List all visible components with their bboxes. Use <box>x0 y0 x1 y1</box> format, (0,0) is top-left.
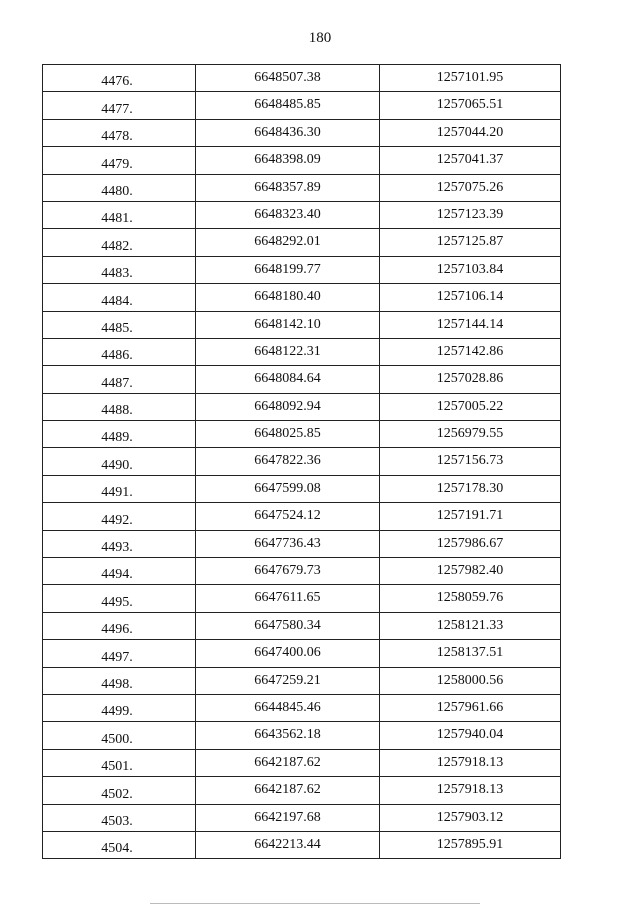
point-number-cell <box>43 749 196 776</box>
point-number: 4479. <box>101 156 133 172</box>
y-coordinate-cell: 1257918.13 <box>380 777 561 804</box>
table-row <box>43 777 561 804</box>
point-number-cell <box>43 92 196 119</box>
point-number-cell <box>43 338 196 365</box>
point-number: 4487. <box>101 375 133 391</box>
table-row <box>43 147 561 174</box>
table-row <box>43 503 561 530</box>
point-number-cell <box>43 612 196 639</box>
y-coordinate-cell: 1257144.14 <box>380 311 561 338</box>
y-coordinate-cell: 1257156.73 <box>380 448 561 475</box>
point-number: 4484. <box>101 293 133 309</box>
table-row <box>43 640 561 667</box>
point-number: 4476. <box>101 74 133 90</box>
y-coordinate-cell: 1257065.51 <box>380 92 561 119</box>
x-coordinate-cell: 6648142.10 <box>196 311 380 338</box>
y-coordinate-cell: 1257028.86 <box>380 366 561 393</box>
table-row <box>43 174 561 201</box>
point-number: 4503. <box>101 813 133 829</box>
point-number-cell <box>43 722 196 749</box>
point-number-cell <box>43 475 196 502</box>
point-number-cell <box>43 256 196 283</box>
x-coordinate-cell: 6648180.40 <box>196 284 380 311</box>
y-coordinate-cell: 1257123.39 <box>380 201 561 228</box>
x-coordinate-cell: 6647599.08 <box>196 475 380 502</box>
point-number: 4500. <box>101 731 133 747</box>
point-number: 4501. <box>101 759 133 775</box>
page-number: 180 <box>308 30 332 46</box>
point-number: 4478. <box>101 129 133 145</box>
point-number-cell <box>43 311 196 338</box>
y-coordinate-cell: 1256979.55 <box>380 421 561 448</box>
y-coordinate-cell: 1257101.95 <box>380 65 561 92</box>
x-coordinate-cell: 6642187.62 <box>196 749 380 776</box>
point-number-cell <box>43 366 196 393</box>
x-coordinate-cell: 6647611.65 <box>196 585 380 612</box>
point-number-cell <box>43 448 196 475</box>
x-coordinate-cell: 6647822.36 <box>196 448 380 475</box>
x-coordinate-cell: 6647400.06 <box>196 640 380 667</box>
x-coordinate-cell: 6643562.18 <box>196 722 380 749</box>
table-row <box>43 421 561 448</box>
y-coordinate-cell: 1257903.12 <box>380 804 561 831</box>
point-number: 4488. <box>101 403 133 419</box>
x-coordinate-cell: 6648122.31 <box>196 338 380 365</box>
point-number: 4497. <box>101 649 133 665</box>
point-number: 4502. <box>101 786 133 802</box>
x-coordinate-cell: 6647580.34 <box>196 612 380 639</box>
table-row <box>43 831 561 858</box>
point-number-cell <box>43 119 196 146</box>
point-number: 4504. <box>101 841 133 857</box>
y-coordinate-cell: 1257940.04 <box>380 722 561 749</box>
point-number: 4496. <box>101 622 133 638</box>
table-row <box>43 366 561 393</box>
point-number: 4482. <box>101 238 133 254</box>
point-number: 4486. <box>101 348 133 364</box>
table-row <box>43 749 561 776</box>
point-number: 4491. <box>101 485 133 501</box>
table-row <box>43 475 561 502</box>
point-number-cell <box>43 147 196 174</box>
table-row <box>43 585 561 612</box>
y-coordinate-cell: 1258059.76 <box>380 585 561 612</box>
x-coordinate-cell: 6648292.01 <box>196 229 380 256</box>
point-number-cell <box>43 174 196 201</box>
y-coordinate-cell: 1257982.40 <box>380 558 561 585</box>
y-coordinate-cell: 1257075.26 <box>380 174 561 201</box>
y-coordinate-cell: 1257103.84 <box>380 256 561 283</box>
point-number-cell <box>43 831 196 858</box>
x-coordinate-cell: 6647259.21 <box>196 667 380 694</box>
point-number-cell <box>43 229 196 256</box>
x-coordinate-cell: 6647524.12 <box>196 503 380 530</box>
y-coordinate-cell: 1258121.33 <box>380 612 561 639</box>
table-row <box>43 558 561 585</box>
x-coordinate-cell: 6648398.09 <box>196 147 380 174</box>
y-coordinate-cell: 1257191.71 <box>380 503 561 530</box>
table-row <box>43 448 561 475</box>
coordinates-table <box>42 64 561 859</box>
point-number: 4494. <box>101 567 133 583</box>
table-row <box>43 694 561 721</box>
y-coordinate-cell: 1257895.91 <box>380 831 561 858</box>
y-coordinate-cell: 1257125.87 <box>380 229 561 256</box>
point-number-cell <box>43 804 196 831</box>
x-coordinate-cell: 6647736.43 <box>196 530 380 557</box>
point-number-cell <box>43 284 196 311</box>
table-row <box>43 65 561 92</box>
x-coordinate-cell: 6648485.85 <box>196 92 380 119</box>
x-coordinate-cell: 6648357.89 <box>196 174 380 201</box>
table-row <box>43 393 561 420</box>
point-number: 4492. <box>101 512 133 528</box>
y-coordinate-cell: 1257178.30 <box>380 475 561 502</box>
point-number-cell <box>43 585 196 612</box>
y-coordinate-cell: 1257005.22 <box>380 393 561 420</box>
table-row <box>43 722 561 749</box>
y-coordinate-cell: 1257142.86 <box>380 338 561 365</box>
table-row <box>43 530 561 557</box>
table-row <box>43 338 561 365</box>
point-number-cell <box>43 65 196 92</box>
point-number-cell <box>43 777 196 804</box>
point-number: 4483. <box>101 266 133 282</box>
table-row <box>43 119 561 146</box>
y-coordinate-cell: 1257918.13 <box>380 749 561 776</box>
x-coordinate-cell: 6648199.77 <box>196 256 380 283</box>
point-number-cell <box>43 640 196 667</box>
point-number: 4495. <box>101 594 133 610</box>
point-number: 4480. <box>101 183 133 199</box>
table-row <box>43 201 561 228</box>
point-number-cell <box>43 558 196 585</box>
y-coordinate-cell: 1257044.20 <box>380 119 561 146</box>
point-number-cell <box>43 201 196 228</box>
point-number: 4499. <box>101 704 133 720</box>
point-number: 4493. <box>101 540 133 556</box>
x-coordinate-cell: 6648025.85 <box>196 421 380 448</box>
table-row <box>43 804 561 831</box>
y-coordinate-cell: 1257961.66 <box>380 694 561 721</box>
point-number-cell <box>43 393 196 420</box>
y-coordinate-cell: 1257986.67 <box>380 530 561 557</box>
point-number-cell <box>43 667 196 694</box>
x-coordinate-cell: 6647679.73 <box>196 558 380 585</box>
point-number-cell <box>43 694 196 721</box>
x-coordinate-cell: 6642197.68 <box>196 804 380 831</box>
y-coordinate-cell: 1258000.56 <box>380 667 561 694</box>
y-coordinate-cell: 1257041.37 <box>380 147 561 174</box>
table-row <box>43 311 561 338</box>
point-number: 4481. <box>101 211 133 227</box>
x-coordinate-cell: 6648436.30 <box>196 119 380 146</box>
x-coordinate-cell: 6648084.64 <box>196 366 380 393</box>
coordinates-table-body <box>43 65 561 859</box>
point-number-cell <box>43 421 196 448</box>
point-number: 4477. <box>101 101 133 117</box>
point-number: 4490. <box>101 457 133 473</box>
x-coordinate-cell: 6644845.46 <box>196 694 380 721</box>
point-number: 4485. <box>101 320 133 336</box>
x-coordinate-cell: 6648323.40 <box>196 201 380 228</box>
point-number: 4498. <box>101 676 133 692</box>
table-row <box>43 612 561 639</box>
x-coordinate-cell: 6648092.94 <box>196 393 380 420</box>
table-row <box>43 284 561 311</box>
table-row <box>43 92 561 119</box>
bottom-divider <box>150 903 480 904</box>
table-row <box>43 229 561 256</box>
x-coordinate-cell: 6642213.44 <box>196 831 380 858</box>
table-row <box>43 256 561 283</box>
table-row <box>43 667 561 694</box>
x-coordinate-cell: 6642187.62 <box>196 777 380 804</box>
x-coordinate-cell: 6648507.38 <box>196 65 380 92</box>
y-coordinate-cell: 1257106.14 <box>380 284 561 311</box>
point-number: 4489. <box>101 430 133 446</box>
point-number-cell <box>43 530 196 557</box>
y-coordinate-cell: 1258137.51 <box>380 640 561 667</box>
point-number-cell <box>43 503 196 530</box>
